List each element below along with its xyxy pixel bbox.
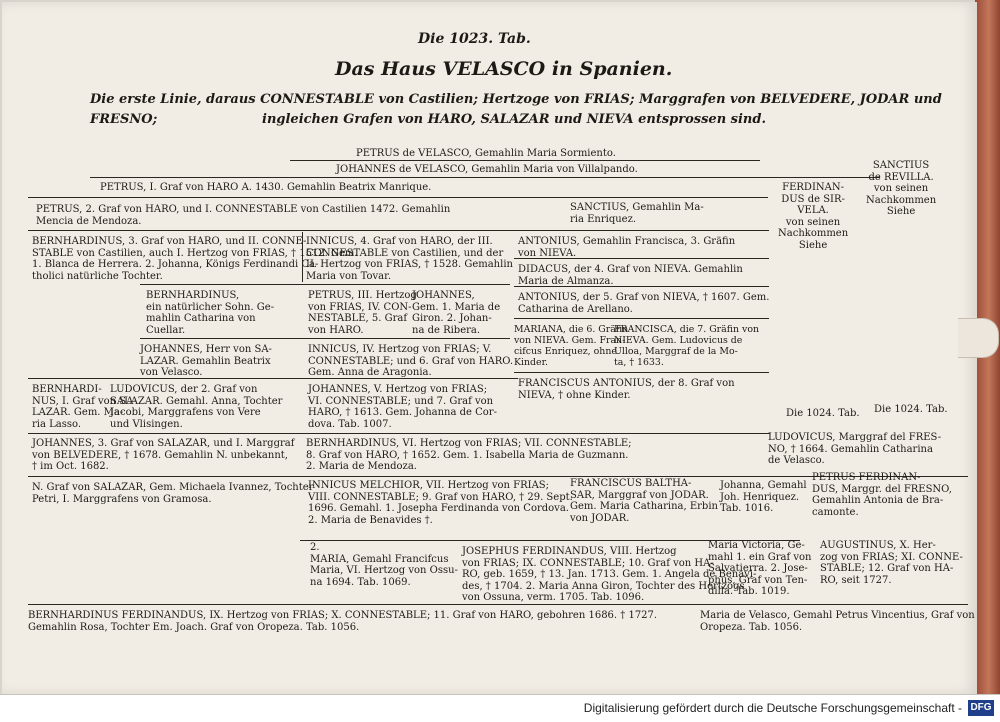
entry-ludovicus-fresno: LUDOVICUS, Marggraf del FRES- NO, † 1664. Gemahlin Catharina de Velasco. <box>768 432 942 466</box>
entry-josephus-ferdinandus: JOSEPHUS FERDINANDUS, VIII. Hertzog von FRIAS; IX. CONNESTABLE; 10. Graf von HA- RO, geb. 1659, † 13. Jan. 1713. Gem. 1. Angela de Benavi- des, † 1704. 2. Maria Anna Giron, Tochter des Hertzogs von Ossuna, verm. 1705. Tab. 1096. <box>462 546 757 603</box>
document-title: Das Haus VELASCO in Spanien. <box>335 58 673 80</box>
entry-francisca: FRANCISCA, die 7. Gräfin von NIEVA. Gem. Ludovicus de Ulloa, Marggraf de la Mo- ta, † 1633. <box>614 324 760 368</box>
line-nieva-5 <box>514 372 769 373</box>
entry-didacus: DIDACUS, der 4. Graf von NIEVA. Gemahlin Maria de Almanza. <box>518 264 743 287</box>
entry-petrus-ferdinandus: PETRUS FERDINAN- DUS, Marggr. del FRESNO, Gemahlin Antonia de Bra- camonte. <box>812 472 952 518</box>
entry-petrus-iii: PETRUS, III. Hertzog von FRIAS, IV. CON- NESTABLE, 5. Graf von HARO. <box>308 290 417 336</box>
footer-bar <box>0 694 1000 722</box>
ref-tab-1024-a: Die 1024. Tab. <box>786 408 860 419</box>
line-gen8-left <box>28 433 308 434</box>
entry-bernhardinus-1: BERNHARDI- NUS, I. Graf von SA- LAZAR. Gem. Ma- ria Lasso. <box>32 384 137 430</box>
entry-petrus-2: PETRUS, 2. Graf von HARO, und I. CONNESTABLE von Castilien 1472. Gemahlin Mencia de Mendoza. <box>36 204 451 227</box>
page-tab <box>958 318 999 358</box>
entry-franciscus-balthasar: FRANCISCUS BALTHA- SAR, Marggraf von JODAR. Gem. Maria Catharina, Erbin von JODAR. <box>570 478 718 524</box>
entry-johanna: Johanna, Gemahl Joh. Henriquez. Tab. 1016. <box>720 480 807 514</box>
entry-antonius: ANTONIUS, Gemahlin Francisca, 3. Gräfin von NIEVA. <box>518 236 736 259</box>
line-gen4 <box>28 230 518 231</box>
entry-mariana: MARIANA, die 6. Gräfin von NIEVA. Gem. Fran- cifcus Enriquez, ohne Kinder. <box>514 324 629 368</box>
entry-n-graf-salazar: N. Graf von SALAZAR, Gem. Michaela Ivannez, Tochter Petri, I. Marggrafens von Gramosa. <box>32 482 314 505</box>
entry-bernhardinus-3: BERNHARDINUS, 3. Graf von HARO, und II. CONNE- STABLE von Castilien, auch I. Hertzog von FRIAS, † 1512. Gem. 1. Blanca de Herrera. 2. Johanna, Königs Ferdinandi Ca- tholici natürliche Tochter. <box>32 236 358 282</box>
entry-johannes-v: JOHANNES, V. Hertzog von FRIAS; VI. CONNESTABLE; und 7. Graf von HARO, † 1613. Gem. Johanna de Cor- dova. Tab. 1007. <box>308 384 497 430</box>
entry-bernhardinus-ferdinandus: BERNHARDINUS FERDINANDUS, IX. Hertzog von FRIAS; X. CONNESTABLE; 11. Graf von HARO, gebohren 1686. † 1727. Gemahlin Rosa, Tochter Em. Joach. Graf von Oropeza. Tab. 1056. <box>28 610 658 633</box>
entry-sanctius: SANCTIUS, Gemahlin Ma- ria Enriquez. <box>570 202 704 225</box>
entry-bernhardinus-natural: BERNHARDINUS, ein natürlicher Sohn. Ge- mahlin Catharina von Cuellar. <box>146 290 275 336</box>
entry-augustinus: AUGUSTINUS, X. Her- zog von FRIAS; XI. CONNE- STABLE; 12. Graf von HA- RO, seit 1727. <box>820 540 963 586</box>
line-gen2 <box>90 177 880 178</box>
entry-ludovicus-2: LUDOVICUS, der 2. Graf von SALAZAR. Gemahl. Anna, Tochter Jacobi, Marggrafens von Vere und Vlisingen. <box>110 384 283 430</box>
entry-petrus-1: PETRUS, I. Graf von HARO A. 1430. Gemahlin Beatrix Manrique. <box>100 182 432 193</box>
line-divider-1 <box>302 232 303 282</box>
entry-maria-victoria: Maria Victoria, Ge- mahl 1. ein Graf von Salvatierra. 2. Jose- phus, Graf von Ten- dilla. Tab. 1019. <box>708 540 812 597</box>
line-gen8 <box>300 433 770 434</box>
entry-innicus-4: INNICUS, 4. Graf von HARO, der III. CONNESTABLE von Castilien, und der II. Hertzog von FRIAS, † 1528. Gemahlin Maria von Tovar. <box>306 236 513 282</box>
footer-credit: Digitalisierung gefördert durch die Deutsche Forschungsgemeinschaft - <box>583 701 962 715</box>
dfg-logo-icon: DFG <box>968 700 994 716</box>
entry-franciscus-antonius: FRANCISCUS ANTONIUS, der 8. Graf von NIEVA, † ohne Kinder. <box>518 378 735 401</box>
line-nieva-3 <box>514 286 769 287</box>
line-gen1 <box>290 160 760 161</box>
entry-sanctius-revilla: SANCTIUS de REVILLA. von seinen Nachkommen Siehe <box>866 160 937 217</box>
entry-innicus-iv: INNICUS, IV. Hertzog von FRIAS; V. CONNESTABLE; und 6. Graf von HARO. Gem. Anna de Aragonia. <box>308 344 514 378</box>
table-number: Die 1023. Tab. <box>418 31 531 47</box>
entry-johannes-giron: JOHANNES, Gem. 1. Maria de Giron. 2. Johan- na de Ribera. <box>412 290 501 336</box>
line-nieva-4 <box>514 318 769 319</box>
entry-innicus-melchior: INNICUS MELCHIOR, VII. Hertzog von FRIAS; VIII. CONNESTABLE; 9. Graf von HARO, † 29. Sept. 1696. Gemahl. 1. Josepha Ferdinanda von Cordova. 2. Maria de Benavides †. <box>308 480 573 526</box>
entry-petrus-founder: PETRUS de VELASCO, Gemahlin Maria Sormiento. <box>356 148 616 159</box>
entry-bernhardinus-vi: BERNHARDINUS, VI. Hertzog von FRIAS; VII. CONNESTABLE; 8. Graf von HARO, † 1652. Gem. 1. Isabella Maria de Guzmann. 2. Maria de Mendoza. <box>306 438 632 472</box>
ref-tab-1024-b: Die 1024. Tab. <box>874 404 948 415</box>
entry-antonius-5: ANTONIUS, der 5. Graf von NIEVA, † 1607. Gem. Catharina de Arellano. <box>518 292 770 315</box>
document-subtitle-line2: ingleichen Grafen von HARO, SALAZAR und NIEVA entsprossen sind. <box>262 112 767 127</box>
entry-johannes: JOHANNES de VELASCO, Gemahlin Maria von Villalpando. <box>336 164 638 175</box>
line-gen3 <box>28 197 768 198</box>
entry-johannes-salazar: JOHANNES, Herr von SA- LAZAR. Gemahlin Beatrix von Velasco. <box>140 344 272 378</box>
entry-johannes-3: JOHANNES, 3. Graf von SALAZAR, und I. Marggraf von BELVEDERE, † 1678. Gemahlin N. unbekannt, † im Oct. 1682. <box>32 438 295 472</box>
line-gen6 <box>140 338 510 339</box>
document-subtitle-line1: Die erste Linie, daraus CONNESTABLE von Castilien; Hertzoge von FRIAS; Marggrafen von BELVEDERE, JODAR und FRESNO; <box>90 92 942 127</box>
entry-ferdinandus-sirvela: FERDINAN- DUS de SIR- VELA. von seinen Nachkommen Siehe <box>778 182 849 251</box>
entry-maria-de-velasco: Maria de Velasco, Gemahl Petrus Vincentius, Graf von Oropeza. Tab. 1056. <box>700 610 975 633</box>
line-gen11 <box>28 604 968 605</box>
entry-maria: 2. MARIA, Gemahl Francifcus Maria, VI. Hertzog von Ossu- na 1694. Tab. 1069. <box>310 542 458 588</box>
line-gen7 <box>28 378 518 379</box>
line-nieva-2 <box>514 258 769 259</box>
line-nieva-1 <box>514 230 769 231</box>
line-gen5 <box>140 284 510 285</box>
